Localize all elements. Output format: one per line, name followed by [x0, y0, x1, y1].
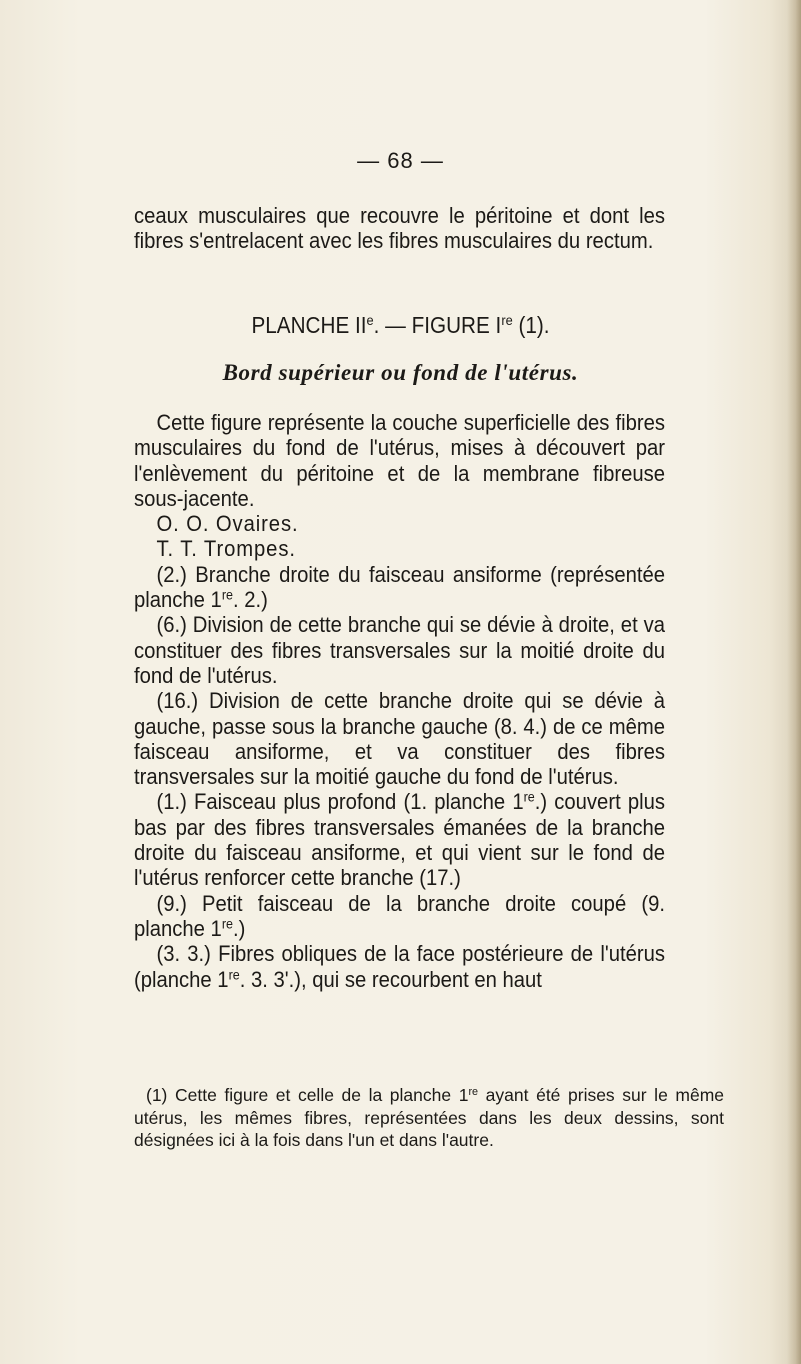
item-1-paragraph: [134, 789, 665, 890]
item-3-sup: re: [228, 965, 240, 982]
plate-title: [40, 312, 761, 339]
description-paragraph: Cette figure représente la couche superficielle des fibres musculaires du fond de l'utérus, mises à découvert par l'enlèvement du péritoine et de la membrane fibreuse sous-jacente.: [134, 410, 665, 511]
item-1-text: (1.) Faisceau plus profond (1. planche 1: [156, 789, 524, 815]
item-6-paragraph: (6.) Division de cette branche qui se dévie à droite, et va constituer des fibres transversales sur la moitié droite du fond de l'utérus.: [134, 612, 665, 688]
item-2-text-end: . 2.): [233, 587, 268, 613]
item-16-paragraph: (16.) Division de cette branche droite qui se dévie à gauche, passe sous la branche gauche (8. 4.) de ce même faisceau ansiforme, et va constituer des fibres transversales sur la moitié gauche du fond de l'utérus.: [134, 688, 665, 790]
plate-title-sup1: e: [366, 313, 374, 330]
item-3-paragraph: [134, 941, 665, 992]
item-9-text: (9.) Petit faisceau de la branche droite coupé (9. planche 1: [134, 890, 665, 941]
item-9-sup: re: [221, 915, 233, 932]
item-2-text: (2.) Branche droite du faisceau ansiforme (représentée planche 1: [134, 561, 665, 613]
figure-description-block: [134, 410, 665, 992]
page-edge-shadow: [787, 0, 801, 1364]
footnote-sup: re: [468, 1086, 479, 1099]
legend-trompes: T. T. Trompes.: [156, 536, 296, 562]
plate-title-part2: . — FIGURE I: [373, 312, 502, 338]
footnote-text: (1) Cette figure et celle de la planche 1: [146, 1085, 469, 1105]
item-2-paragraph: [134, 562, 665, 613]
item-1-sup: re: [523, 788, 535, 805]
intro-paragraph: ceaux musculaires que recouvre le péritoine et dont les fibres s'entrelacent avec les fibres musculaires du rectum.: [134, 203, 665, 254]
item-3-text: (3. 3.) Fibres obliques de la face postérieure de l'utérus (planche 1: [134, 941, 665, 992]
footnote: [134, 1084, 724, 1152]
item-1-text-end: .) couvert plus bas par des fibres transversales émanées de la branche droite du faisceau ansiforme, et qui vient sur le fond de l'utérus renforcer cette branche (17.): [134, 789, 665, 891]
item-3-text-end: . 3. 3'.), qui se recourbent en haut: [239, 966, 542, 992]
legend-ovaires: O. O. Ovaires.: [156, 511, 299, 537]
item-2-sup: re: [221, 586, 233, 603]
plate-title-part1: PLANCHE II: [251, 312, 367, 338]
plate-title-part3: (1).: [512, 312, 550, 338]
footnote-text-end: ayant été prises sur le même utérus, les mêmes fibres, représentées dans les deux dessins, sont désignées ici à la fois dans l'un et dans l'autre.: [134, 1085, 725, 1151]
figure-subtitle: Bord supérieur ou fond de l'utérus.: [222, 360, 579, 385]
item-9-text-end: .): [233, 915, 246, 941]
page-number: — 68 —: [357, 148, 444, 173]
plate-title-sup2: re: [501, 313, 513, 330]
item-9-paragraph: [134, 891, 665, 942]
